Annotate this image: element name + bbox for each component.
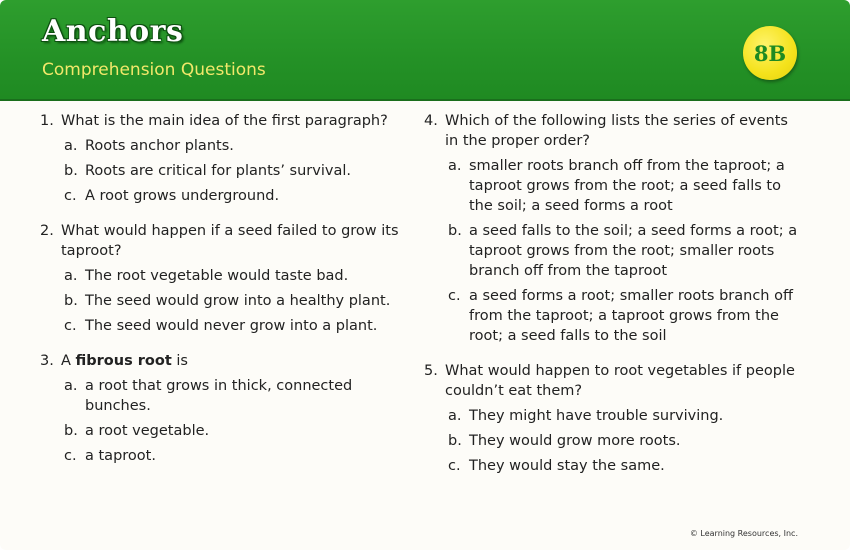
- option-3c: [64, 446, 400, 466]
- question-number: 1.: [40, 113, 54, 129]
- option-1b: [64, 161, 400, 181]
- option-1c: [64, 186, 400, 206]
- option-letter: c.: [64, 448, 77, 464]
- question-text: What is the main idea of the first paragraph?: [61, 113, 388, 129]
- question-1: [40, 111, 400, 131]
- option-text: The seed would grow into a healthy plant.: [85, 293, 391, 309]
- option-1a: [64, 136, 400, 156]
- question-3: [40, 351, 400, 371]
- question-2: [40, 221, 400, 261]
- question-5: [424, 361, 804, 401]
- option-2c: [64, 316, 400, 336]
- question-text-term: fibrous root: [75, 353, 172, 369]
- option-3b: [64, 421, 400, 441]
- option-5a: [448, 406, 804, 426]
- option-5b: [448, 431, 804, 451]
- option-letter: a.: [64, 268, 78, 284]
- option-letter: a.: [448, 408, 462, 424]
- option-letter: a.: [64, 138, 78, 154]
- question-text-prefix: A: [61, 353, 76, 369]
- option-text: a taproot.: [85, 448, 156, 464]
- card-number-badge: [743, 26, 797, 80]
- card-subtitle: Comprehension Questions: [42, 60, 266, 80]
- right-column: [424, 111, 804, 476]
- question-number: 2.: [40, 223, 54, 239]
- question-4: [424, 111, 804, 151]
- question-text-suffix: is: [171, 353, 188, 369]
- option-text: They would grow more roots.: [469, 433, 681, 449]
- question-number: 3.: [40, 353, 54, 369]
- option-letter: b.: [448, 433, 462, 449]
- question-number: 5.: [424, 363, 438, 379]
- option-letter: b.: [448, 223, 462, 239]
- badge-label: 8B: [753, 40, 787, 66]
- option-text: They would stay the same.: [469, 458, 665, 474]
- question-text: What would happen if a seed failed to grow its taproot?: [61, 223, 399, 259]
- option-text: The root vegetable would taste bad.: [85, 268, 349, 284]
- card-title: Anchors: [42, 14, 184, 49]
- option-letter: b.: [64, 423, 78, 439]
- option-text: A root grows underground.: [85, 188, 280, 204]
- question-text: What would happen to root vegetables if people couldn’t eat them?: [445, 363, 795, 399]
- option-text: smaller roots branch off from the taproot; a taproot grows from the root; a seed falls to the soil; a seed forms a root: [469, 158, 785, 214]
- option-text: Roots anchor plants.: [85, 138, 234, 154]
- option-text: a root vegetable.: [85, 423, 210, 439]
- option-text: a seed falls to the soil; a seed forms a root; a taproot grows from the root; smaller roots branch off from the taproot: [469, 223, 798, 279]
- option-letter: b.: [64, 293, 78, 309]
- option-4b: [448, 221, 804, 281]
- option-text: They might have trouble surviving.: [469, 408, 724, 424]
- option-text: a seed forms a root; smaller roots branch off from the taproot; a taproot grows from the root; a seed falls to the soil: [469, 288, 793, 344]
- question-number: 4.: [424, 113, 438, 129]
- option-letter: c.: [64, 188, 77, 204]
- option-letter: a.: [448, 158, 462, 174]
- card-header: [0, 0, 850, 101]
- copyright-notice: © Learning Resources, Inc.: [689, 529, 798, 538]
- option-4c: [448, 286, 804, 346]
- option-3a: [64, 376, 400, 416]
- option-text: Roots are critical for plants’ survival.: [85, 163, 351, 179]
- option-letter: b.: [64, 163, 78, 179]
- option-text: a root that grows in thick, connected bunches.: [85, 378, 353, 414]
- option-letter: c.: [448, 288, 461, 304]
- option-4a: [448, 156, 804, 216]
- option-2b: [64, 291, 400, 311]
- option-5c: [448, 456, 804, 476]
- option-letter: a.: [64, 378, 78, 394]
- option-letter: c.: [448, 458, 461, 474]
- option-text: The seed would never grow into a plant.: [85, 318, 378, 334]
- option-2a: [64, 266, 400, 286]
- left-column: [40, 111, 400, 466]
- question-text: Which of the following lists the series of events in the proper order?: [445, 113, 788, 149]
- option-letter: c.: [64, 318, 77, 334]
